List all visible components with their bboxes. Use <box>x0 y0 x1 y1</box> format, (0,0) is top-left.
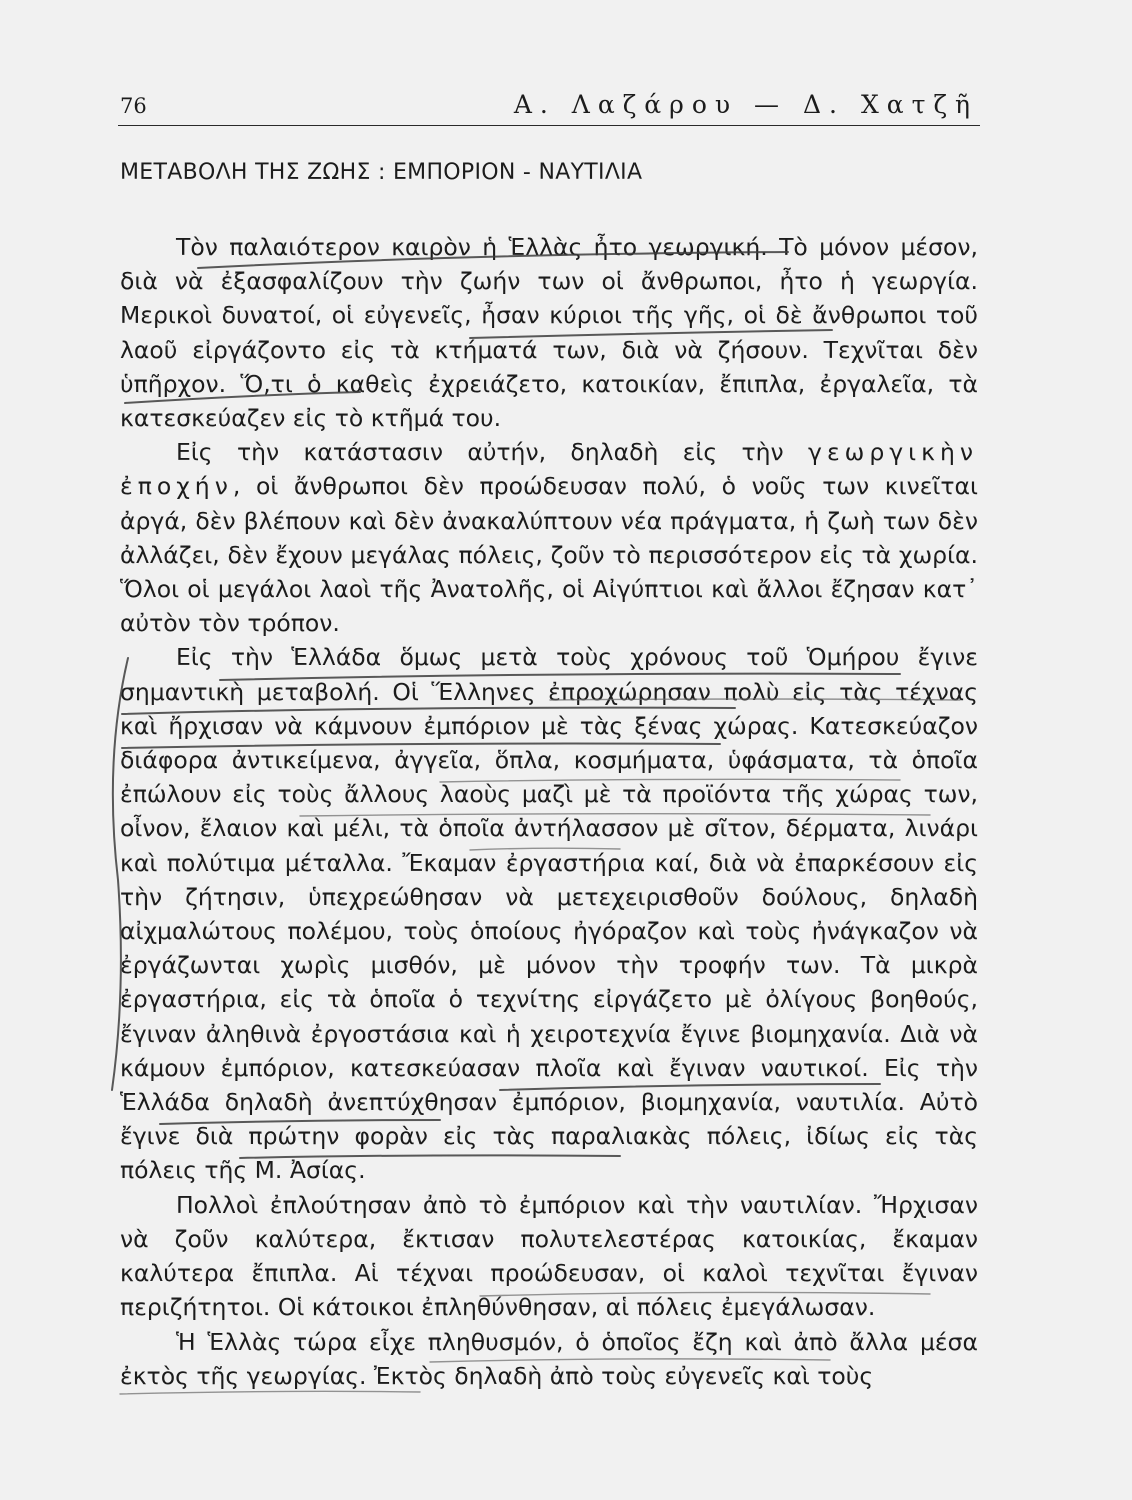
paragraph-text: , οἱ ἄνθρωποι δὲν προώδευσαν πολύ, ὁ νοῦς των κινεῖται ἀργά, δὲν βλέπουν καὶ δὲν ἀνακαλύπτουν νέα πράγματα, ἡ ζωὴ των δὲν ἀλλάζει, δὲν ἔχουν μεγάλας πόλεις, ζοῦν τὸ περισσότερον εἰς τὰ χωρία. Ὅλοι οἱ μεγάλοι λαοὶ τῆς Ἀνατολῆς, οἱ Αἰγύπτιοι καὶ ἄλλοι ἔζησαν κατ᾿ αὐτὸν τὸν τρόπον. <box>120 472 978 638</box>
paragraph: Τὸν παλαιότερον καιρὸν ἡ Ἑλλὰς ἦτο γεωργική. Τὸ μόνον μέσον, διὰ νὰ ἐξασφαλίζουν τὴν ζωήν των οἱ ἄνθρωποι, ἦτο ἡ γεωργία. Μερικοὶ δυνατοί, οἱ εὐγενεῖς, ἦσαν κύριοι τῆς γῆς, οἱ δὲ ἄνθρωποι τοῦ λαοῦ εἰργάζοντο εἰς τὰ κτήματά των, διὰ νὰ ζήσουν. Τεχνῖται δὲν ὑπῆρχον. Ὅ,τι ὁ καθεὶς ἐχρειάζετο, κατοικίαν, ἔπιπλα, ἐργαλεῖα, τὰ κατεσκεύαζεν εἰς τὸ κτῆμά του. <box>120 233 978 433</box>
page-number: 76 <box>120 94 147 118</box>
paragraph: Πολλοὶ ἐπλούτησαν ἀπὸ τὸ ἐμπόριον καὶ τὴν ναυτιλίαν. Ἤρχισαν νὰ ζοῦν καλύτερα, ἔκτισαν πολυτελεστέρας κατοικίας, ἔκαμαν καλύτερα ἔπιπλα. Αἱ τέχναι προώδευσαν, οἱ καλοὶ τεχνῖται ἔγιναν περιζήτητοι. Οἱ κάτοικοι ἐπληθύνθησαν, αἱ πόλεις ἐμεγάλωσαν. <box>120 1190 978 1322</box>
page-header <box>120 90 978 130</box>
body-text <box>120 230 978 1393</box>
paragraph: Ἡ Ἑλλὰς τώρα εἶχε πληθυσμόν, ὁ ὁποῖος ἔζη καὶ ἀπὸ ἄλλα μέσα ἐκτὸς τῆς γεωργίας. Ἐκτὸς δηλαδὴ ἀπὸ τοὺς εὐγενεῖς καὶ τοὺς <box>120 1327 978 1390</box>
section-title: ΜΕΤΑΒΟΛΗ ΤΗΣ ΖΩΗΣ : ΕΜΠΟΡΙΟΝ - ΝΑΥΤΙΛΙΑ <box>120 160 643 185</box>
spaced-emphasis: γεωργικὴν ἐποχήν <box>120 438 978 501</box>
header-rule <box>118 125 980 126</box>
paragraph <box>120 435 978 640</box>
paragraph: Εἰς τὴν Ἑλλάδα ὅμως μετὰ τοὺς χρόνους τοῦ Ὁμήρου ἔγινε σημαντικὴ μεταβολή. Οἱ Ἕλληνες ἐπροχώρησαν πολὺ εἰς τὰς τέχνας καὶ ἤρχισαν νὰ κάμνουν ἐμπόριον μὲ τὰς ξένας χώρας. Κατεσκεύαζον διάφορα ἀντικείμενα, ἀγγεῖα, ὅπλα, κοσμήματα, ὑφάσματα, τὰ ὁποῖα ἐπώλουν εἰς τοὺς ἄλλους λαοὺς μαζὶ μὲ τὰ προϊόντα τῆς χώρας των, οἶνον, ἔλαιον καὶ μέλι, τὰ ὁποῖα ἀντήλασσον μὲ σῖτον, δέρματα, λινάρι καὶ πολύτιμα μέταλλα. Ἔκαμαν ἐργαστήρια καί, διὰ νὰ ἐπαρκέσουν εἰς τὴν ζήτησιν, ὑπεχρεώθησαν νὰ μετεχειρισθοῦν δούλους, δηλαδὴ αἰχμαλώτους πολέμου, τοὺς ὁποίους ἠγόραζον καὶ τοὺς ἠνάγκαζον νὰ ἐργάζωνται χωρὶς μισθόν, μὲ μόνον τὴν τροφήν των. Τὰ μικρὰ ἐργαστήρια, εἰς τὰ ὁποῖα ὁ τεχνίτης εἰργάζετο μὲ ὀλίγους βοηθούς, ἔγιναν ἀληθινὰ ἐργοστάσια καὶ ἡ χειροτεχνία ἔγινε βιομηχανία. Διὰ νὰ κάμουν ἐμπόριον, κατεσκεύασαν πλοῖα καὶ ἔγιναν ναυτικοί. Εἰς τὴν Ἑλλάδα δηλαδὴ ἀνεπτύχθησαν ἐμπόριον, βιομηχανία, ναυτιλία. Αὐτὸ ἔγινε διὰ πρώτην φορὰν εἰς τὰς παραλιακὰς πόλεις, ἰδίως εἰς τὰς πόλεις τῆς Μ. Ἀσίας. <box>120 643 978 1185</box>
running-head: Α. Λαζάρου — Δ. Χατζῆ <box>513 90 978 119</box>
paragraph-text: Εἰς τὴν κατάστασιν αὐτήν, δηλαδὴ εἰς τὴν <box>176 438 784 467</box>
